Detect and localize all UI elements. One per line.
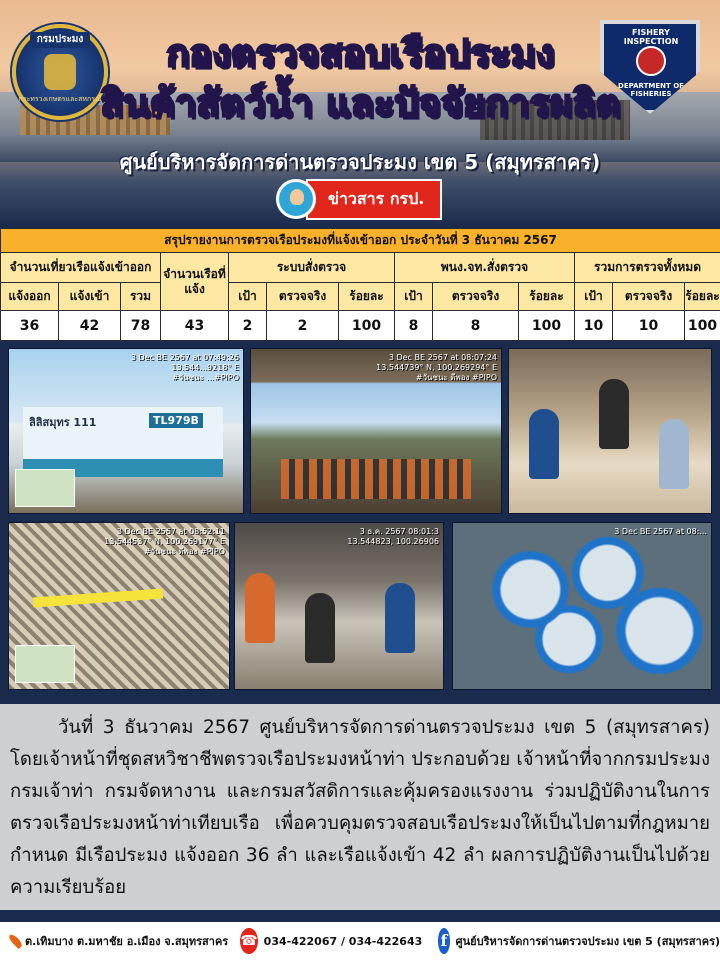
- col-in: แจ้งเข้า: [59, 283, 121, 311]
- photo-timestamp: 3 Dec BE 2567 at 08:52:11 13.544537° N, 100.269177° E #วันชนะ ดีพอง #PIPO: [104, 527, 225, 556]
- measuring-tape: [33, 588, 163, 607]
- col-system-percent: ร้อยละ: [339, 283, 395, 311]
- col-system-target: เป้า: [229, 283, 267, 311]
- phone-icon: ☎: [240, 928, 257, 954]
- header-total: รวมการตรวจทั้งหมด: [575, 253, 720, 283]
- col-sum: รวม: [121, 283, 161, 311]
- value-system-actual: 2: [267, 311, 339, 341]
- emblem-icon: [636, 46, 666, 76]
- badge-top-text: FISHERY INSPECTION: [623, 28, 679, 46]
- logo-left-bottom-text: กระทรวงเกษตรและสหกรณ์: [18, 95, 102, 103]
- crew-crowd: [281, 459, 471, 499]
- footer-phone[interactable]: 034-422067 / 034-422643: [263, 934, 423, 948]
- page-title-line1: กองตรวจสอบเรือประมง: [166, 31, 554, 75]
- value-system-target: 2: [229, 311, 267, 341]
- header-officer: พนง.จท.สั่งตรวจ: [395, 253, 575, 283]
- page-subtitle: ศูนย์บริหารจัดการด่านตรวจประมง เขต 5 (สมุทรสาคร): [119, 150, 601, 174]
- table-caption: สรุปรายงานการตรวจเรือประมงที่แจ้งเข้าออก ประจำวันที่ 3 ธันวาคม 2567: [1, 229, 720, 253]
- photo-timestamp: 3 Dec BE 2567 at 08:...: [614, 527, 707, 536]
- header-system: ระบบสั่งตรวจ: [229, 253, 395, 283]
- crew-figure: [599, 379, 629, 449]
- table-values-row: [1, 311, 720, 341]
- value-boats: 43: [161, 311, 229, 341]
- col-total-percent: ร้อยละ: [685, 283, 720, 311]
- col-total-actual: ตรวจจริง: [613, 283, 685, 311]
- photo-crew-assembly: [250, 348, 502, 514]
- badge-bottom-text: DEPARTMENT OF FISHERIES: [618, 82, 684, 98]
- map-inset-icon: [15, 645, 75, 683]
- map-inset-icon: [15, 469, 75, 507]
- col-officer-actual: ตรวจจริง: [433, 283, 519, 311]
- value-system-percent: 100: [339, 311, 395, 341]
- header-boats: จำนวนเรือที่แจ้ง: [161, 253, 229, 311]
- photo-timestamp: 3 Dec BE 2567 at 08:07:24 13.544739° N, 100.269294° E #วันชนะ ดีพอง #PIPO: [376, 353, 497, 382]
- photo-timestamp: 3 Dec BE 2567 at 07:49:26 13.544...9218° E #วันชนะ ...#PIPO: [130, 353, 239, 382]
- photo-timestamp: 3 ธ.ค. 2567 08:01:3 13.544823, 100.26906: [347, 527, 439, 546]
- value-out: 36: [1, 311, 59, 341]
- value-officer-actual: 8: [433, 311, 519, 341]
- location-pin-icon: [7, 933, 23, 949]
- value-officer-percent: 100: [519, 311, 575, 341]
- col-total-target: เป้า: [575, 283, 613, 311]
- description-panel: [0, 704, 720, 910]
- officer-figure: [659, 419, 689, 489]
- logo-left-top-text: กรมประมง: [30, 32, 90, 48]
- footer-address: ต.เทิมบาง ต.มหาชัย อ.เมือง จ.สมุทรสาคร: [25, 935, 229, 948]
- footer-bar: [0, 922, 720, 960]
- boat-registration-text: TL979B: [149, 413, 203, 428]
- col-officer-percent: ร้อยละ: [519, 283, 575, 311]
- col-out: แจ้งออก: [1, 283, 59, 311]
- photo-net-measurement: [8, 522, 230, 690]
- table-caption-row: [1, 229, 720, 253]
- news-label: ข่าวสาร กรป.: [306, 179, 442, 220]
- value-total-actual: 10: [613, 311, 685, 341]
- value-total-target: 10: [575, 311, 613, 341]
- officer-figure: [305, 593, 335, 663]
- page-title-line2: สินค้าสัตว์น้ำ และปัจจัยการผลิต: [100, 81, 620, 125]
- value-in: 42: [59, 311, 121, 341]
- reporter-avatar-icon: [276, 179, 316, 219]
- value-sum: 78: [121, 311, 161, 341]
- news-badge: [276, 180, 442, 218]
- officer-figure: [385, 583, 415, 653]
- col-officer-target: เป้า: [395, 283, 433, 311]
- header-trips: จำนวนเที่ยวเรือแจ้งเข้าออก: [1, 253, 161, 283]
- footer-facebook[interactable]: ศูนย์บริหารจัดการด่านตรวจประมง เขต 5 (สมุทรสาคร): [455, 935, 720, 948]
- crew-figure: [245, 573, 275, 643]
- fishery-inspection-badge: [596, 16, 706, 120]
- facebook-icon[interactable]: f: [438, 928, 449, 954]
- value-total-percent: 100: [685, 311, 720, 341]
- report-table: [0, 228, 720, 341]
- table-header-row-1: [1, 253, 720, 283]
- header-banner: [0, 0, 720, 226]
- table-header-row-2: [1, 283, 720, 311]
- boat-name-text: ลิลิสมุทร 111: [29, 416, 97, 429]
- officer-figure: [529, 409, 559, 479]
- photo-document-inspection: [508, 348, 712, 514]
- col-system-actual: ตรวจจริง: [267, 283, 339, 311]
- description-text: วันที่ 3 ธันวาคม 2567 ศูนย์บริหารจัดการด่านตรวจประมง เขต 5 (สมุทรสาคร) โดยเจ้าหน้าที่ชุดสหวิชาชีพตรวจเรือประมงหน้าท่า ประกอบด้วย เจ้าหน้าที่จากกรมประมง กรมเจ้าท่า กรมจัดหางาน และกรมสวัสดิการและคุ้มครองแรงงาน ร่วมปฏิบัติงานในการตรวจเรือประมงหน้าท่าเทียบเรือ เพื่อควบคุมตรวจสอบเรือประมงให้เป็นไปตามที่กฎหมายกำหนด มีเรือประมง แจ้งออก 36 ลำ และเรือแจ้งเข้า 42 ลำ ผลการปฏิบัติงานเป็นไปด้วยความเรียบร้อย: [10, 717, 710, 898]
- photo-crew-checking: [234, 522, 444, 690]
- value-officer-target: 8: [395, 311, 433, 341]
- photo-fish-catch-baskets: [452, 522, 712, 690]
- photo-fishing-boat: [8, 348, 244, 514]
